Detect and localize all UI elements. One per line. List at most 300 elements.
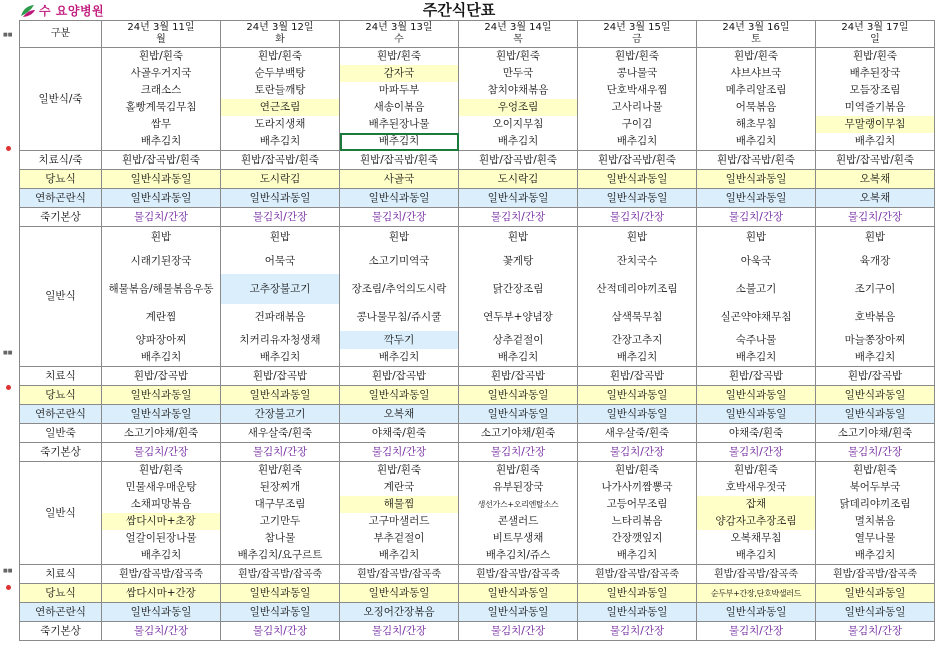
sheet-header xyxy=(0,0,938,20)
menu-cell[interactable]: 구이김 xyxy=(578,116,697,133)
menu-cell[interactable]: 흰밥/잡곡밥 xyxy=(221,367,340,386)
menu-cell[interactable]: 흰밥/잡곡밥/잡곡죽 xyxy=(340,565,459,584)
menu-cell[interactable]: 일반식과동일 xyxy=(102,405,221,424)
special-diet-row xyxy=(20,151,935,170)
day-weekday: 화 xyxy=(275,34,285,45)
menu-cell[interactable]: 고사리나물 xyxy=(578,99,697,116)
menu-cell[interactable]: 마파두부 xyxy=(340,82,459,99)
menu-cell[interactable]: 소채피망볶음 xyxy=(102,496,221,513)
row-header-gutter xyxy=(0,20,19,664)
menu-cell[interactable]: 일반식과동일 xyxy=(102,603,221,622)
menu-cell[interactable]: 배추김치 xyxy=(816,133,935,151)
menu-cell[interactable]: 고구마샐러드 xyxy=(340,513,459,530)
menu-cell[interactable]: 콘샐러드 xyxy=(459,513,578,530)
menu-cell[interactable]: 흰밥/잡곡밥/잡곡죽 xyxy=(221,565,340,584)
menu-cell[interactable]: 흰밥/잡곡밥/흰죽 xyxy=(697,151,816,170)
menu-cell[interactable]: 어묵국 xyxy=(221,248,340,274)
menu-cell[interactable]: 쌈무 xyxy=(102,116,221,133)
menu-cell[interactable]: 흰밥/흰죽 xyxy=(578,48,697,66)
menu-cell[interactable]: 일반식과동일 xyxy=(816,584,935,603)
menu-cell[interactable]: 오이지무침 xyxy=(459,116,578,133)
menu-cell[interactable]: 일반식과동일 xyxy=(221,584,340,603)
menu-cell[interactable]: 배추김치/쥬스 xyxy=(459,547,578,565)
menu-cell[interactable]: 흰밥/잡곡밥/흰죽 xyxy=(221,151,340,170)
day-header[interactable] xyxy=(102,21,221,48)
menu-cell[interactable]: 치커리유자청생채 xyxy=(221,331,340,349)
menu-cell[interactable]: 일반식과동일 xyxy=(578,386,697,405)
menu-cell[interactable]: 일반식과동일 xyxy=(221,189,340,208)
menu-cell[interactable]: 일반식과동일 xyxy=(459,189,578,208)
menu-cell[interactable]: 물김치/간장 xyxy=(221,622,340,641)
menu-cell[interactable]: 시래기된장국 xyxy=(102,248,221,274)
menu-cell[interactable]: 꽃게탕 xyxy=(459,248,578,274)
menu-cell[interactable]: 흰밥/흰죽 xyxy=(221,48,340,66)
gutter-dot-icon xyxy=(6,385,11,390)
menu-cell[interactable]: 흰밥 xyxy=(340,227,459,249)
menu-cell[interactable]: 무말랭이무침 xyxy=(816,116,935,133)
menu-cell[interactable]: 닭간장조림 xyxy=(459,274,578,304)
menu-cell[interactable]: 민물새우매운탕 xyxy=(102,479,221,496)
special-diet-row xyxy=(20,443,935,462)
menu-cell[interactable]: 순두부백탕 xyxy=(221,65,340,82)
menu-cell[interactable]: 메추리알조림 xyxy=(697,82,816,99)
menu-cell[interactable]: 콩나물국 xyxy=(578,65,697,82)
menu-cell[interactable]: 물김치/간장 xyxy=(697,622,816,641)
special-diet-row xyxy=(20,424,935,443)
special-diet-row xyxy=(20,208,935,227)
menu-cell[interactable]: 도시락김 xyxy=(221,170,340,189)
menu-cell[interactable]: 마늘쫑장아찌 xyxy=(816,331,935,349)
menu-cell[interactable]: 단호박새우찜 xyxy=(578,82,697,99)
menu-cell[interactable]: 물김치/간장 xyxy=(459,443,578,462)
menu-cell[interactable]: 양감자고추장조림 xyxy=(697,513,816,530)
day-weekday: 토 xyxy=(751,34,761,45)
menu-cell[interactable]: 물김치/간장 xyxy=(459,622,578,641)
menu-cell[interactable]: 흰밥/잡곡밥 xyxy=(816,367,935,386)
menu-cell[interactable]: 흰밥/잡곡밥 xyxy=(697,367,816,386)
menu-cell[interactable]: 소고기미역국 xyxy=(340,248,459,274)
menu-cell[interactable]: 물김치/간장 xyxy=(102,208,221,227)
menu-cell[interactable]: 흰밥/잡곡밥/흰죽 xyxy=(459,151,578,170)
menu-cell[interactable]: 부추겉절이 xyxy=(340,530,459,547)
menu-cell[interactable]: 도라지생채 xyxy=(221,116,340,133)
menu-cell[interactable]: 일반식과동일 xyxy=(578,189,697,208)
menu-cell[interactable]: 배추김치 xyxy=(816,349,935,367)
menu-cell[interactable]: 일반식과동일 xyxy=(578,603,697,622)
menu-cell[interactable]: 흰밥 xyxy=(459,227,578,249)
menu-cell[interactable]: 만두국 xyxy=(459,65,578,82)
menu-cell[interactable]: 오복채 xyxy=(816,189,935,208)
menu-cell[interactable]: 느타리볶음 xyxy=(578,513,697,530)
menu-cell[interactable]: 새송이볶음 xyxy=(340,99,459,116)
meal-label-dinner[interactable]: 일반식 xyxy=(20,462,102,565)
diet-label[interactable]: 당뇨식 xyxy=(20,584,102,603)
menu-cell[interactable]: 물김치/간장 xyxy=(578,443,697,462)
menu-cell[interactable]: 산적데리야끼조림 xyxy=(578,274,697,304)
menu-cell[interactable]: 숙주나물 xyxy=(697,331,816,349)
menu-cell[interactable]: 물김치/간장 xyxy=(816,208,935,227)
menu-cell[interactable]: 배추된장국 xyxy=(816,65,935,82)
menu-cell[interactable]: 물김치/간장 xyxy=(340,443,459,462)
menu-cell[interactable]: 흰밥/잡곡밥/잡곡죽 xyxy=(816,565,935,584)
menu-cell[interactable]: 배추김치 xyxy=(102,349,221,367)
menu-cell[interactable]: 일반식과동일 xyxy=(816,603,935,622)
special-diet-row xyxy=(20,386,935,405)
menu-row xyxy=(20,479,935,496)
diet-label[interactable]: 죽기본상 xyxy=(20,622,102,641)
menu-cell[interactable]: 배추김치 xyxy=(697,547,816,565)
menu-row xyxy=(20,65,935,82)
menu-cell[interactable]: 배추김치 xyxy=(221,133,340,151)
menu-cell[interactable]: 배추된장나물 xyxy=(340,116,459,133)
menu-cell-selected[interactable]: 배추김치 xyxy=(340,133,459,151)
menu-cell[interactable]: 흰밥/잡곡밥/잡곡죽 xyxy=(578,565,697,584)
menu-cell[interactable]: 배추김치/요구르트 xyxy=(221,547,340,565)
menu-cell[interactable]: 생선가스+오리엔탈소스 xyxy=(459,496,578,513)
menu-cell[interactable]: 흰밥/흰죽 xyxy=(816,462,935,480)
menu-cell[interactable]: 흰밥/잡곡밥/흰죽 xyxy=(340,151,459,170)
special-diet-row xyxy=(20,189,935,208)
menu-row xyxy=(20,99,935,116)
special-diet-row xyxy=(20,565,935,584)
day-date: 24년 3월 11일 xyxy=(127,22,195,33)
menu-cell[interactable]: 호박새우젓국 xyxy=(697,479,816,496)
gutter-mark: ■■ xyxy=(3,32,13,38)
menu-cell[interactable]: 오복채 xyxy=(816,170,935,189)
menu-cell[interactable]: 쌈다시마+초장 xyxy=(102,513,221,530)
menu-cell[interactable]: 고기만두 xyxy=(221,513,340,530)
menu-cell[interactable]: 간장불고기 xyxy=(221,405,340,424)
menu-cell[interactable]: 물김치/간장 xyxy=(816,622,935,641)
day-weekday: 금 xyxy=(632,34,642,45)
day-weekday: 목 xyxy=(513,34,523,45)
menu-cell[interactable]: 일반식과동일 xyxy=(816,405,935,424)
menu-cell[interactable]: 배추김치 xyxy=(578,349,697,367)
menu-cell[interactable]: 일반식과동일 xyxy=(102,386,221,405)
menu-row xyxy=(20,304,935,331)
special-diet-row xyxy=(20,170,935,189)
gutter-dot-icon xyxy=(6,146,11,151)
menu-row xyxy=(20,116,935,133)
menu-cell[interactable]: 오징어간장볶음 xyxy=(340,603,459,622)
menu-cell[interactable]: 고추장불고기 xyxy=(221,274,340,304)
menu-row xyxy=(20,496,935,513)
menu-cell[interactable]: 흰밥/잡곡밥/흰죽 xyxy=(816,151,935,170)
menu-row xyxy=(20,227,935,249)
menu-cell[interactable]: 물김치/간장 xyxy=(578,208,697,227)
menu-row xyxy=(20,530,935,547)
day-header-row xyxy=(20,21,935,48)
menu-row xyxy=(20,274,935,304)
day-header[interactable] xyxy=(697,21,816,48)
menu-cell[interactable]: 삼색묵무침 xyxy=(578,304,697,331)
meal-label-breakfast[interactable]: 일반식/죽 xyxy=(20,48,102,151)
diet-label[interactable]: 치료식 xyxy=(20,565,102,584)
diet-label[interactable]: 치료식/죽 xyxy=(20,151,102,170)
menu-cell[interactable]: 비트무생채 xyxy=(459,530,578,547)
diet-label[interactable]: 연하곤란식 xyxy=(20,189,102,208)
special-diet-row xyxy=(20,603,935,622)
menu-cell[interactable]: 장조림/추억의도시락 xyxy=(340,274,459,304)
menu-cell[interactable]: 열무나물 xyxy=(816,530,935,547)
menu-cell[interactable]: 흰밥/흰죽 xyxy=(816,48,935,66)
menu-cell[interactable]: 얼갈이된장나물 xyxy=(102,530,221,547)
menu-cell[interactable]: 물김치/간장 xyxy=(697,208,816,227)
menu-cell[interactable]: 호박볶음 xyxy=(816,304,935,331)
menu-cell[interactable]: 대구무조림 xyxy=(221,496,340,513)
menu-cell[interactable]: 흰밥 xyxy=(221,227,340,249)
menu-cell[interactable]: 간장깻잎지 xyxy=(578,530,697,547)
day-header[interactable] xyxy=(340,21,459,48)
menu-cell[interactable]: 일반식과동일 xyxy=(459,386,578,405)
menu-cell[interactable]: 일반식과동일 xyxy=(816,386,935,405)
menu-cell[interactable]: 깍두기 xyxy=(340,331,459,349)
day-weekday: 일 xyxy=(870,34,880,45)
menu-cell[interactable]: 일반식과동일 xyxy=(578,170,697,189)
menu-cell[interactable]: 배추김치 xyxy=(697,349,816,367)
menu-cell[interactable]: 흰밥/흰죽 xyxy=(459,462,578,480)
menu-row xyxy=(20,331,935,349)
menu-cell[interactable]: 흰밥/흰죽 xyxy=(102,462,221,480)
menu-cell[interactable]: 일반식과동일 xyxy=(221,603,340,622)
menu-cell[interactable]: 흰밥/잡곡밥/흰죽 xyxy=(102,151,221,170)
menu-cell[interactable]: 잡채 xyxy=(697,496,816,513)
menu-cell[interactable]: 참나물 xyxy=(221,530,340,547)
menu-cell[interactable]: 사골우거지국 xyxy=(102,65,221,82)
gutter-mark: ■■ xyxy=(3,568,13,574)
weekly-menu-table xyxy=(19,20,935,641)
menu-cell[interactable]: 아욱국 xyxy=(697,248,816,274)
menu-cell[interactable]: 해초무침 xyxy=(697,116,816,133)
menu-cell[interactable]: 우엉조림 xyxy=(459,99,578,116)
day-header[interactable] xyxy=(578,21,697,48)
special-diet-row xyxy=(20,405,935,424)
menu-cell[interactable]: 멸치볶음 xyxy=(816,513,935,530)
menu-cell[interactable]: 된장찌개 xyxy=(221,479,340,496)
menu-cell[interactable]: 흰밥/흰죽 xyxy=(221,462,340,480)
menu-cell[interactable]: 계란찜 xyxy=(102,304,221,331)
menu-cell[interactable]: 토란들깨탕 xyxy=(221,82,340,99)
menu-cell[interactable]: 샤브샤브국 xyxy=(697,65,816,82)
menu-cell[interactable]: 간장고추지 xyxy=(578,331,697,349)
meal-label-lunch[interactable]: 일반식 xyxy=(20,227,102,367)
menu-cell[interactable]: 오복채무침 xyxy=(697,530,816,547)
diet-label[interactable]: 연하곤란식 xyxy=(20,603,102,622)
special-diet-row xyxy=(20,622,935,641)
diet-label[interactable]: 당뇨식 xyxy=(20,170,102,189)
menu-cell[interactable]: 일반식과동일 xyxy=(697,405,816,424)
day-date: 24년 3월 16일 xyxy=(722,22,790,33)
menu-cell[interactable]: 배추김치 xyxy=(578,133,697,151)
menu-cell[interactable]: 물김치/간장 xyxy=(102,622,221,641)
menu-cell[interactable]: 콩나물무침/쥬시쿨 xyxy=(340,304,459,331)
menu-cell[interactable]: 일반식과동일 xyxy=(697,189,816,208)
menu-cell[interactable]: 사골국 xyxy=(340,170,459,189)
menu-cell[interactable]: 나가사끼짬뽕국 xyxy=(578,479,697,496)
menu-cell[interactable]: 해물찜 xyxy=(340,496,459,513)
logo-leaf-icon xyxy=(20,3,36,17)
menu-cell[interactable]: 소고기야채/흰죽 xyxy=(459,424,578,443)
menu-cell[interactable]: 배추김치 xyxy=(578,547,697,565)
menu-cell[interactable]: 물김치/간장 xyxy=(221,208,340,227)
menu-cell[interactable]: 배추김치 xyxy=(102,133,221,151)
menu-cell[interactable]: 흰밥/잡곡밥 xyxy=(102,367,221,386)
menu-cell[interactable]: 흰밥/잡곡밥/흰죽 xyxy=(578,151,697,170)
menu-cell[interactable]: 일반식과동일 xyxy=(578,405,697,424)
diet-label[interactable]: 치료식 xyxy=(20,367,102,386)
menu-cell[interactable]: 물김치/간장 xyxy=(697,443,816,462)
menu-cell[interactable]: 감자국 xyxy=(340,65,459,82)
menu-cell[interactable]: 미역줄기볶음 xyxy=(816,99,935,116)
day-date: 24년 3월 14일 xyxy=(484,22,552,33)
menu-cell[interactable]: 새우살죽/흰죽 xyxy=(578,424,697,443)
menu-cell[interactable]: 흰밥/잡곡밥/잡곡죽 xyxy=(459,565,578,584)
menu-cell[interactable]: 흰밥/잡곡밥 xyxy=(578,367,697,386)
day-weekday: 월 xyxy=(156,34,166,45)
day-header[interactable] xyxy=(221,21,340,48)
menu-row xyxy=(20,513,935,530)
menu-cell[interactable]: 고등어무조림 xyxy=(578,496,697,513)
menu-row xyxy=(20,133,935,151)
menu-cell[interactable]: 배추김치 xyxy=(816,547,935,565)
menu-cell[interactable]: 일반식과동일 xyxy=(340,386,459,405)
menu-cell[interactable]: 일반식과동일 xyxy=(102,189,221,208)
menu-cell[interactable]: 흰밥/잡곡밥 xyxy=(459,367,578,386)
menu-cell[interactable]: 오복채 xyxy=(340,405,459,424)
menu-row xyxy=(20,248,935,274)
special-diet-row xyxy=(20,367,935,386)
menu-cell[interactable]: 흰밥/흰죽 xyxy=(459,48,578,66)
menu-cell[interactable]: 배추김치 xyxy=(340,547,459,565)
menu-cell[interactable]: 어묵볶음 xyxy=(697,99,816,116)
menu-row xyxy=(20,48,935,66)
menu-row xyxy=(20,82,935,99)
diet-label[interactable]: 일반죽 xyxy=(20,424,102,443)
day-date: 24년 3월 13일 xyxy=(365,22,433,33)
menu-cell[interactable]: 일반식과동일 xyxy=(221,386,340,405)
special-diet-row xyxy=(20,584,935,603)
diet-label[interactable]: 죽기본상 xyxy=(20,208,102,227)
menu-cell[interactable]: 새우살죽/흰죽 xyxy=(221,424,340,443)
menu-cell[interactable]: 소고기야채/흰죽 xyxy=(102,424,221,443)
menu-cell[interactable]: 육개장 xyxy=(816,248,935,274)
menu-cell[interactable]: 모듬장조림 xyxy=(816,82,935,99)
menu-cell[interactable]: 흰밥/잡곡밥 xyxy=(340,367,459,386)
menu-cell[interactable]: 물김치/간장 xyxy=(578,622,697,641)
day-header[interactable] xyxy=(816,21,935,48)
menu-cell[interactable]: 일반식과동일 xyxy=(459,584,578,603)
menu-cell[interactable]: 흰밥/흰죽 xyxy=(578,462,697,480)
menu-cell[interactable]: 홀빵계묵김무침 xyxy=(102,99,221,116)
menu-cell[interactable]: 야채죽/흰죽 xyxy=(697,424,816,443)
menu-cell[interactable]: 일반식과동일 xyxy=(459,603,578,622)
menu-cell[interactable]: 쌈다시마+간장 xyxy=(102,584,221,603)
gutter-dot-icon xyxy=(6,585,11,590)
menu-cell[interactable]: 북어두부국 xyxy=(816,479,935,496)
menu-cell[interactable]: 잔치국수 xyxy=(578,248,697,274)
menu-cell[interactable]: 물김치/간장 xyxy=(340,622,459,641)
menu-cell[interactable]: 상추겉절이 xyxy=(459,331,578,349)
menu-cell[interactable]: 흰밥 xyxy=(697,227,816,249)
menu-cell[interactable]: 흰밥 xyxy=(816,227,935,249)
menu-cell[interactable]: 물김치/간장 xyxy=(221,443,340,462)
menu-cell[interactable]: 흰밥/흰죽 xyxy=(102,48,221,66)
menu-cell[interactable]: 연두부+양념장 xyxy=(459,304,578,331)
logo-text: 수 요양병원 xyxy=(39,3,105,18)
menu-cell[interactable]: 흰밥/흰죽 xyxy=(697,462,816,480)
menu-cell[interactable]: 일반식과동일 xyxy=(459,405,578,424)
menu-cell[interactable]: 배추김치 xyxy=(340,349,459,367)
menu-cell[interactable]: 순두부+간장,단호박샐러드 xyxy=(697,584,816,603)
menu-cell[interactable]: 양파장아찌 xyxy=(102,331,221,349)
menu-cell[interactable]: 유부된장국 xyxy=(459,479,578,496)
day-weekday: 수 xyxy=(394,34,404,45)
menu-cell[interactable]: 물김치/간장 xyxy=(816,443,935,462)
menu-row xyxy=(20,547,935,565)
menu-cell[interactable]: 건파래볶음 xyxy=(221,304,340,331)
menu-cell[interactable]: 일반식과동일 xyxy=(340,584,459,603)
menu-cell[interactable]: 일반식과동일 xyxy=(697,386,816,405)
menu-cell[interactable]: 실곤약야채무침 xyxy=(697,304,816,331)
day-date: 24년 3월 15일 xyxy=(603,22,671,33)
menu-cell[interactable]: 흰밥/잡곡밥/잡곡죽 xyxy=(102,565,221,584)
menu-cell[interactable]: 배추김치 xyxy=(697,133,816,151)
day-header[interactable] xyxy=(459,21,578,48)
menu-cell[interactable]: 닭데리야끼조림 xyxy=(816,496,935,513)
day-date: 24년 3월 17일 xyxy=(841,22,909,33)
diet-label[interactable]: 당뇨식 xyxy=(20,386,102,405)
menu-cell[interactable]: 크래소스 xyxy=(102,82,221,99)
menu-cell[interactable]: 해물볶음/해물볶음우동 xyxy=(102,274,221,304)
menu-cell[interactable]: 흰밥 xyxy=(102,227,221,249)
menu-cell[interactable]: 계란국 xyxy=(340,479,459,496)
menu-cell[interactable]: 참치야채볶음 xyxy=(459,82,578,99)
gutter-mark: ■■ xyxy=(3,350,13,356)
menu-cell[interactable]: 흰밥/흰죽 xyxy=(340,462,459,480)
menu-cell[interactable]: 흰밥/흰죽 xyxy=(340,48,459,66)
menu-cell[interactable]: 일반식과동일 xyxy=(102,170,221,189)
diet-label[interactable]: 연하곤란식 xyxy=(20,405,102,424)
menu-cell[interactable]: 배추김치 xyxy=(459,349,578,367)
menu-cell[interactable]: 물김치/간장 xyxy=(459,208,578,227)
menu-cell[interactable]: 소고기야채/흰죽 xyxy=(816,424,935,443)
menu-cell[interactable]: 배추김치 xyxy=(221,349,340,367)
day-date: 24년 3월 12일 xyxy=(246,22,314,33)
diet-label[interactable]: 죽기본상 xyxy=(20,443,102,462)
menu-row xyxy=(20,462,935,480)
page-title: 주간식단표 xyxy=(340,0,578,21)
menu-cell[interactable]: 일반식과동일 xyxy=(697,170,816,189)
menu-cell[interactable]: 조기구이 xyxy=(816,274,935,304)
menu-cell[interactable]: 배추김치 xyxy=(102,547,221,565)
menu-cell[interactable]: 물김치/간장 xyxy=(102,443,221,462)
menu-cell[interactable]: 배추김치 xyxy=(459,133,578,151)
category-header[interactable]: 구분 xyxy=(20,21,102,48)
menu-cell[interactable]: 야채죽/흰죽 xyxy=(340,424,459,443)
menu-row xyxy=(20,349,935,367)
menu-cell[interactable]: 소불고기 xyxy=(697,274,816,304)
menu-cell[interactable]: 물김치/간장 xyxy=(340,208,459,227)
menu-cell[interactable]: 일반식과동일 xyxy=(340,189,459,208)
menu-cell[interactable]: 흰밥/잡곡밥/잡곡죽 xyxy=(697,565,816,584)
menu-cell[interactable]: 일반식과동일 xyxy=(578,584,697,603)
menu-cell[interactable]: 흰밥 xyxy=(578,227,697,249)
menu-cell[interactable]: 연근조림 xyxy=(221,99,340,116)
menu-cell[interactable]: 일반식과동일 xyxy=(697,603,816,622)
menu-cell[interactable]: 도시락김 xyxy=(459,170,578,189)
hospital-logo xyxy=(20,2,104,18)
menu-cell[interactable]: 흰밥/흰죽 xyxy=(697,48,816,66)
